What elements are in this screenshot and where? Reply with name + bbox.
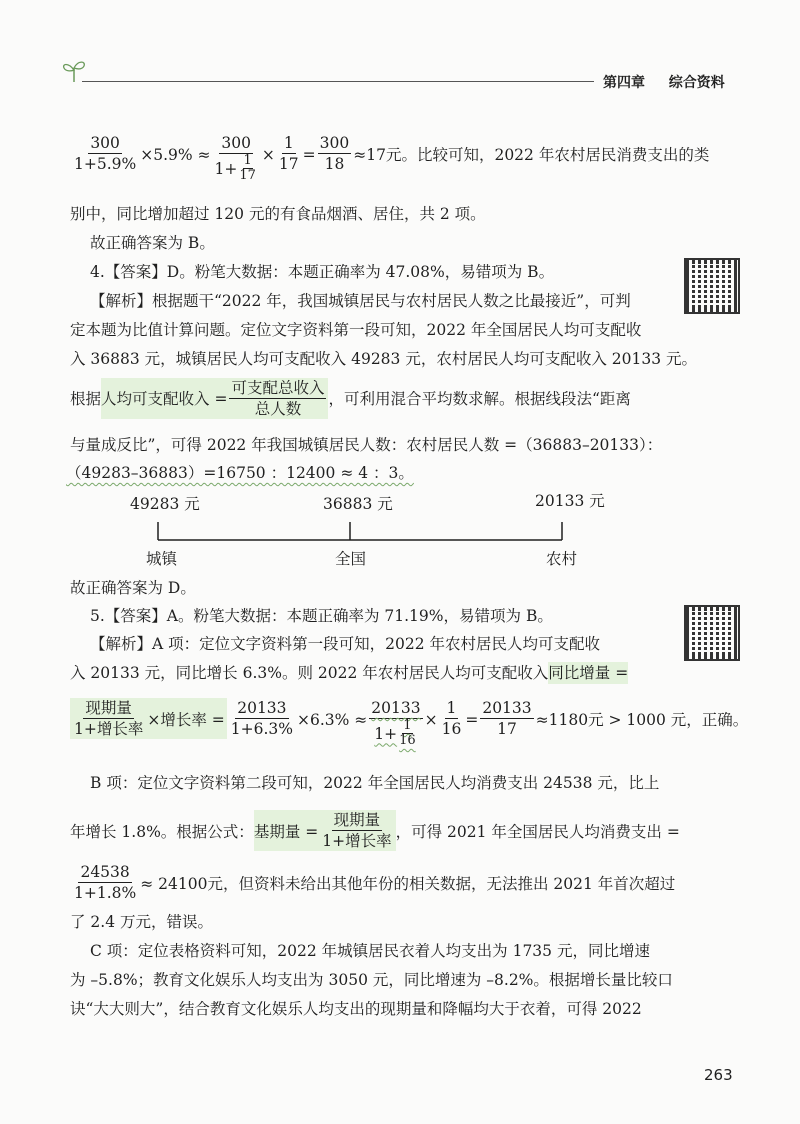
diagram-label-national: 全国 xyxy=(335,550,367,568)
diagram-label-urban: 城镇 xyxy=(146,550,178,568)
line-segment-diagram xyxy=(150,518,575,544)
qr-code-icon xyxy=(684,605,740,661)
formula-line-1: $\frac{300}{1+5.9\%}$ ×5.9% ≈ 300 1+ $\frac{1}{17}$ × $\frac{1}{17}$ = $\frac{300}{18}$ ≈17元。比较可知，2022 年农村居民消费支出的类 xyxy=(74,134,710,183)
q5-formula-line: $\frac{\text{现期量}}{\text{1+增长率}}$ ×增长率 = $\frac{20133}{1+6.3\%}$ ×6.3% ≈ 20133 1+ $\frac{1}{16}$ × $\frac{1}{16}$ = $\frac{20133}{17}$ ≈1180元 > 1000 元，正确。 xyxy=(70,698,748,748)
q5-option-b: B 项：定位文字资料第二段可知，2022 年全国居民人均消费支出 24538 元，比上 xyxy=(90,774,660,792)
page-number: 263 xyxy=(704,1066,733,1084)
paragraph-line: 别中，同比增加超过 120 元的有食品烟酒、居住，共 2 项。 xyxy=(70,205,486,223)
q5-explanation-line: 入 20133 元，同比增长 6.3%。则 2022 年农村居民人均可支配收入 同比增量 = xyxy=(70,664,629,682)
q5-option-c: 为 –5.8%；教育文化娱乐人均支出为 3050 元，同比增速为 –8.2%。根据增长量比较口 xyxy=(70,971,673,989)
q5-answer-heading: 5.【答案】A。粉笔大数据：本题正确率为 71.19%，易错项为 B。 xyxy=(90,607,553,625)
section-name: 综合资料 xyxy=(668,75,725,91)
q4-explanation: （49283–36883）=16750 ：12400 ≈ 4 ：3。 xyxy=(66,464,414,482)
q4-explanation: 【解析】根据题干“2022 年，我国城镇居民与农村居民人数之比最接近”，可判 xyxy=(90,292,631,310)
fraction: $\frac{300}{1+5.9\%}$ xyxy=(74,134,137,173)
q5-option-b-conclusion: 了 2.4 万元，错误。 xyxy=(70,913,214,931)
q5-option-c: 诀“大大则大”，结合教育文化娱乐人均支出的现期量和降幅均大于衣着，可得 2022 xyxy=(70,1000,642,1018)
q4-explanation: 与量成反比”，可得 2022 年我国城镇居民人数：农村居民人数 =（36883–20133）： xyxy=(70,436,663,454)
q4-explanation: 定本题为比值计算问题。定位文字资料第一段可知，2022 年全国居民人均可支配收 xyxy=(70,321,642,339)
q4-explanation: 入 36883 元，城镇居民人均可支配收入 49283 元，农村居民人均可支配收入 20133 元。 xyxy=(70,350,697,368)
compound-fraction: 300 1+ $\frac{1}{17}$ xyxy=(214,134,256,183)
diagram-value-rural: 20133 元 xyxy=(535,492,605,510)
highlighted-formula: 同比增量 = xyxy=(548,664,629,682)
q4-formula-line: 根据 人均可支配收入 = $\frac{\text{可支配总收入}}{\text{总人数}}$ ，可利用混合平均数求解。根据线段法“距离 xyxy=(70,379,631,418)
q5-option-b-result: $\frac{24538}{1+1.8\%}$ ≈ 24100元，但资料未给出其他年份的相关数据，无法推出 2021 年首次超过 xyxy=(74,863,676,902)
header-rule xyxy=(82,81,594,82)
chapter-title xyxy=(603,72,725,92)
diagram-label-rural: 农村 xyxy=(546,550,578,568)
highlighted-formula: 人均可支配收入 = $\frac{\text{可支配总收入}}{\text{总人数}}$ xyxy=(101,378,328,419)
qr-code-icon xyxy=(684,258,740,314)
q4-answer-heading: 4.【答案】D。粉笔大数据：本题正确率为 47.08%，易错项为 B。 xyxy=(90,263,555,281)
answer-line: 故正确答案为 B。 xyxy=(90,234,215,252)
q5-explanation: 【解析】A 项：定位文字资料第一段可知，2022 年农村居民人均可支配收 xyxy=(90,635,600,653)
chapter-number: 第四章 xyxy=(603,75,645,91)
q4-final-answer: 故正确答案为 D。 xyxy=(70,579,196,597)
diagram-value-urban: 49283 元 xyxy=(130,495,200,513)
diagram-value-national: 36883 元 xyxy=(323,495,393,513)
q5-option-b-formula: 年增长 1.8%。根据公式： 基期量 = $\frac{\text{现期量}}{\text{1+增长率}}$ ，可得 2021 年全国居民人均消费支出 = xyxy=(70,811,680,850)
q5-option-c: C 项：定位表格资料可知，2022 年城镇居民衣着人均支出为 1735 元，同比增速 xyxy=(90,942,650,960)
